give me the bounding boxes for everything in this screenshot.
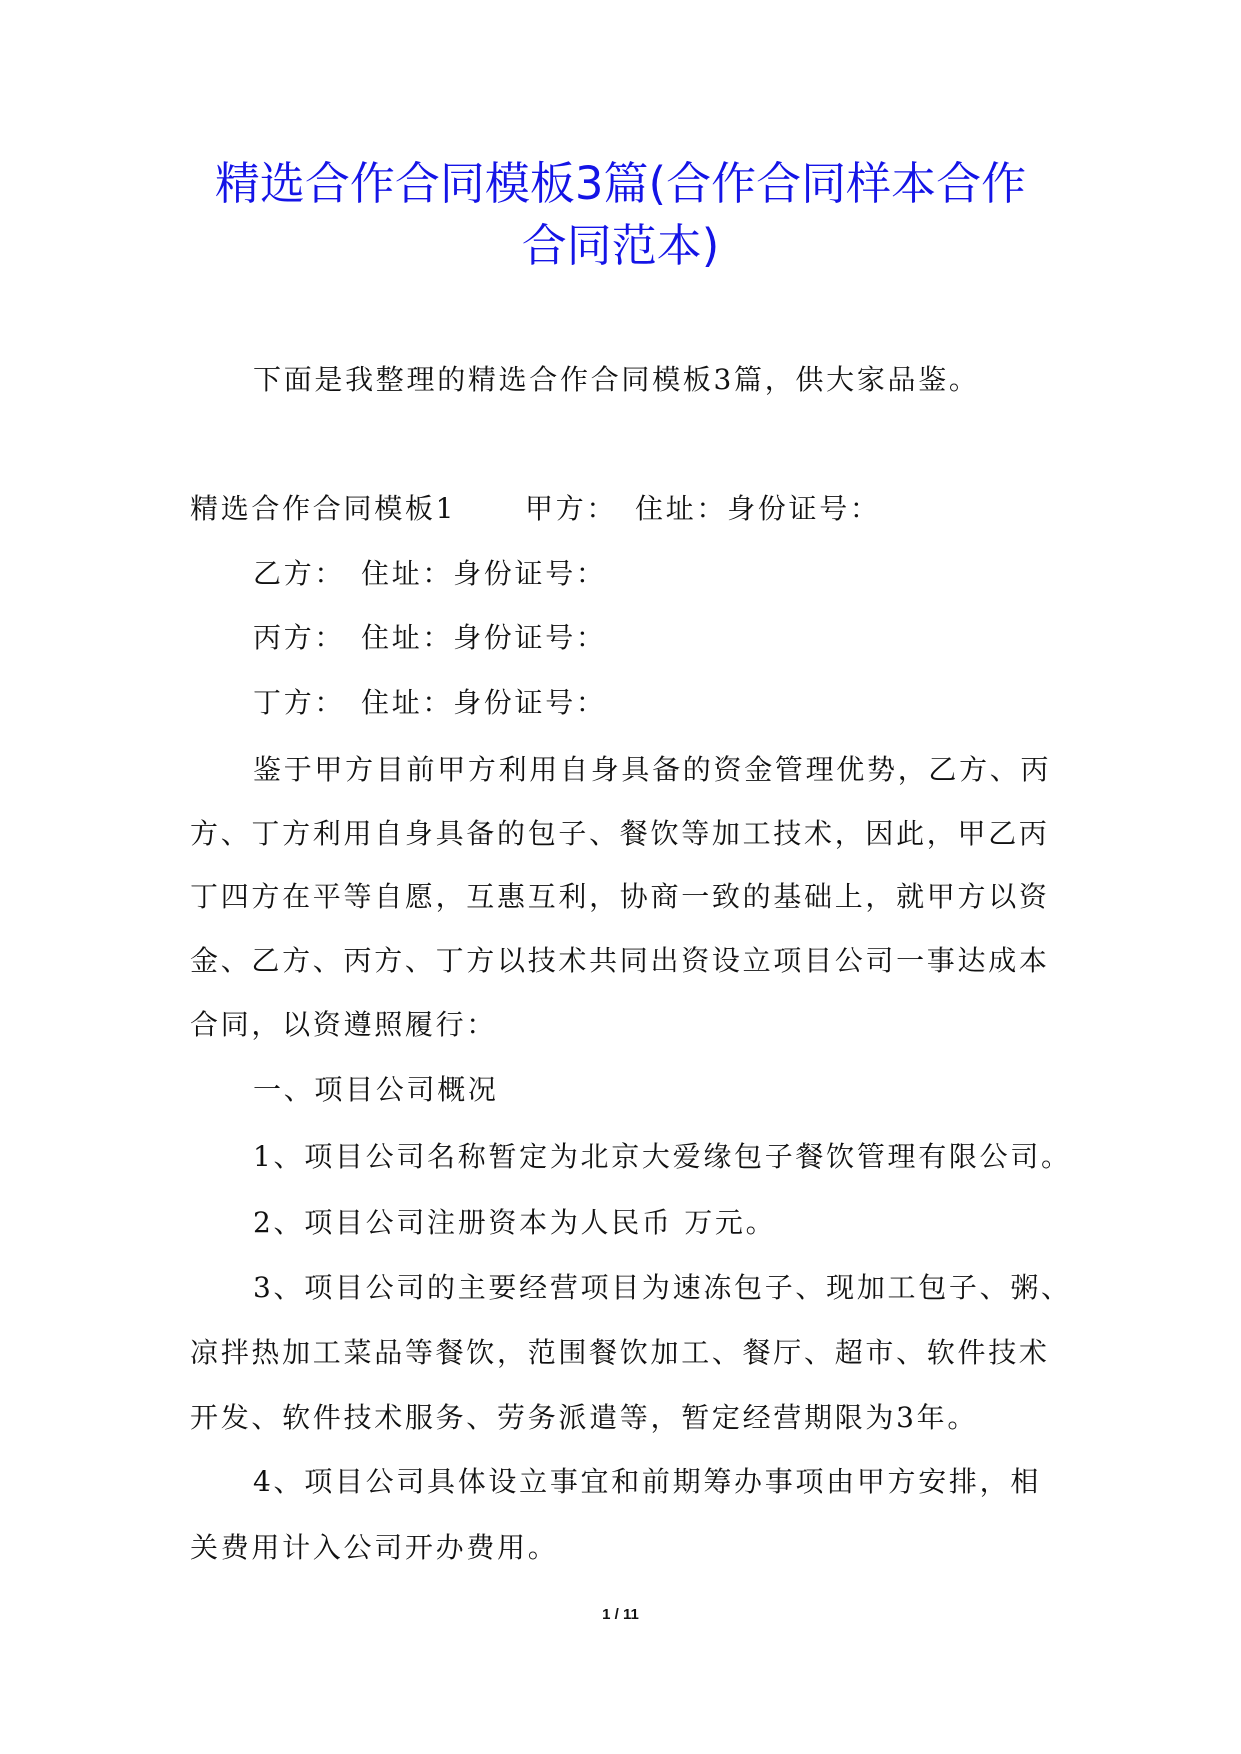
preamble-line: 鉴于甲方目前甲方利用自身具备的资金管理优势，乙方、丙	[253, 753, 1052, 786]
party-name-ding: 丁方：	[253, 686, 346, 719]
party-name-jia: 甲方：	[525, 492, 618, 525]
intro-paragraph: 下面是我整理的精选合作合同模板3篇，供大家品鉴。	[253, 363, 980, 396]
clause-4-line: 关费用计入公司开办费用。	[190, 1531, 559, 1564]
clause-4-line: 4、项目公司具体设立事宜和前期筹办事项由甲方安排，相	[253, 1465, 1042, 1498]
clause-3-line: 凉拌热加工菜品等餐饮，范围餐饮加工、餐厅、超市、软件技术	[190, 1336, 1050, 1369]
document-title-line-1: 精选合作合同模板3篇(合作合同样本合作	[214, 157, 1027, 210]
document-title-line-2: 合同范本)	[521, 219, 720, 272]
party-fields-ding: 住址：身份证号：	[361, 686, 607, 719]
clause-3-line: 3、项目公司的主要经营项目为速冻包子、现加工包子、粥、	[253, 1271, 1072, 1304]
clause-3-line: 开发、软件技术服务、劳务派遣等，暂定经营期限为3年。	[190, 1401, 979, 1434]
page-number: 1 / 11	[602, 1606, 639, 1623]
preamble-line: 合同，以资遵照履行：	[190, 1008, 498, 1041]
section-heading: 精选合作合同模板1	[190, 492, 457, 525]
party-name-yi: 乙方：	[253, 557, 346, 590]
clause-1-line: 1、项目公司名称暂定为北京大爱缘包子餐饮管理有限公司。	[253, 1140, 1072, 1173]
clause-2-line: 2、项目公司注册资本为人民币 万元。	[253, 1206, 777, 1239]
clause-heading: 一、项目公司概况	[253, 1073, 499, 1106]
preamble-line: 方、丁方利用自身具备的包子、餐饮等加工技术，因此，甲乙丙	[190, 817, 1050, 850]
party-name-bing: 丙方：	[253, 621, 346, 654]
preamble-line: 丁四方在平等自愿，互惠互利，协商一致的基础上，就甲方以资	[190, 880, 1050, 913]
party-fields-jia: 住址：身份证号：	[635, 492, 881, 525]
party-fields-bing: 住址：身份证号：	[361, 621, 607, 654]
preamble-line: 金、乙方、丙方、丁方以技术共同出资设立项目公司一事达成本	[190, 944, 1050, 977]
party-fields-yi: 住址：身份证号：	[361, 557, 607, 590]
